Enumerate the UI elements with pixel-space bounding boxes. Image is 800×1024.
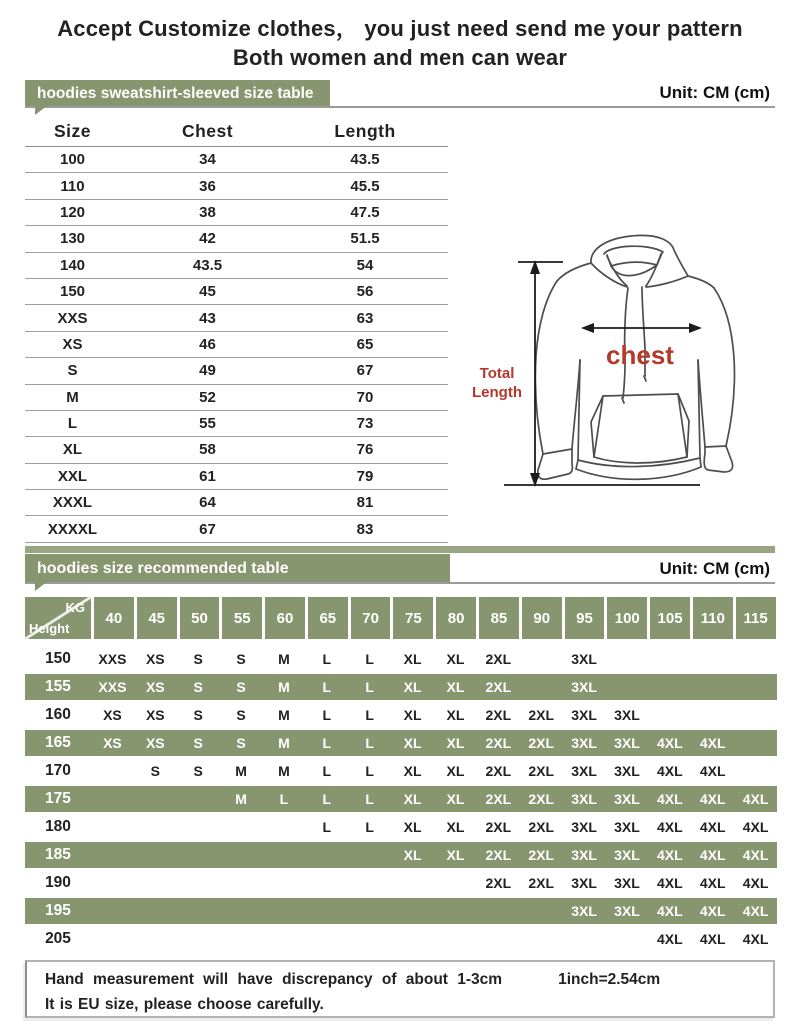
height-label-cell: 190 bbox=[45, 874, 71, 891]
recommend-size-cell: L bbox=[322, 679, 332, 695]
size-table-cell: 45 bbox=[199, 283, 216, 301]
footer-line2: It is EU size, please choose carefully. bbox=[45, 996, 324, 1013]
recommend-size-cell: 3XL bbox=[571, 903, 597, 919]
banner-tail-icon bbox=[35, 105, 48, 115]
footer-line1: Hand measurement will have discrepancy of about 1-3cm bbox=[45, 971, 503, 988]
height-label-cell: 205 bbox=[45, 930, 71, 947]
weight-header-cell: 40 bbox=[94, 597, 134, 639]
height-label-cell: 165 bbox=[45, 734, 71, 751]
recommend-banner: hoodies size recommended table bbox=[25, 554, 450, 582]
recommend-size-cell: XL bbox=[446, 679, 465, 695]
corner-height-label: Height bbox=[29, 621, 70, 636]
weight-header-cell: 45 bbox=[137, 597, 177, 639]
recommend-size-cell: 2XL bbox=[485, 735, 512, 751]
recommend-size-cell: 4XL bbox=[742, 903, 769, 919]
recommend-size-cell: 4XL bbox=[656, 847, 683, 863]
recommend-size-cell: 4XL bbox=[699, 819, 726, 835]
size-table-cell: 46 bbox=[199, 335, 216, 353]
recommend-size-cell: M bbox=[278, 735, 290, 751]
weight-header-cell: 110 bbox=[693, 597, 733, 639]
recommend-size-cell: 2XL bbox=[528, 791, 555, 807]
weight-header-cell: 60 bbox=[265, 597, 305, 639]
recommend-size-cell: 4XL bbox=[742, 819, 769, 835]
size-table-row bbox=[25, 305, 448, 331]
size-table-cell: XXS bbox=[57, 309, 88, 327]
recommend-size-cell: 3XL bbox=[614, 735, 640, 751]
size-table-row bbox=[25, 173, 448, 199]
recommend-size-cell: L bbox=[365, 679, 374, 695]
size-table-cell: 43.5 bbox=[350, 151, 380, 169]
recommend-size-cell: S bbox=[236, 707, 246, 723]
recommend-size-cell: L bbox=[322, 763, 332, 779]
size-table-cell: M bbox=[66, 388, 79, 406]
recommend-size-cell: XL bbox=[446, 707, 465, 723]
recommend-size-cell: L bbox=[279, 791, 289, 807]
corner-kg-label: KG bbox=[65, 600, 85, 615]
recommend-size-cell: S bbox=[236, 679, 246, 695]
size-table-cell: XS bbox=[62, 335, 83, 353]
size-table-banner: hoodies sweatshirt-sleeved size table bbox=[25, 80, 330, 106]
recommend-size-cell: 4XL bbox=[656, 903, 683, 919]
recommend-size-cell: XL bbox=[446, 791, 465, 807]
recommend-size-cell: 3XL bbox=[614, 903, 640, 919]
size-table-cell: XXXXL bbox=[47, 520, 98, 538]
size-table-cell: 64 bbox=[199, 494, 216, 512]
size-table-cell: 55 bbox=[199, 415, 216, 433]
recommend-size-cell: XL bbox=[446, 819, 465, 835]
size-table-body bbox=[25, 147, 448, 543]
size-table-cell: 56 bbox=[356, 283, 374, 301]
size-table-cell: 63 bbox=[356, 309, 374, 327]
size-table-cell: 76 bbox=[356, 441, 374, 459]
recommend-size-cell: XL bbox=[446, 763, 465, 779]
recommend-size-cell: 4XL bbox=[656, 819, 683, 835]
recommend-size-cell: XL bbox=[403, 819, 422, 835]
corner-cell bbox=[25, 597, 91, 639]
size-table-cell: 100 bbox=[59, 151, 86, 169]
recommend-size-cell: S bbox=[236, 735, 246, 751]
weight-header-cell: 95 bbox=[565, 597, 605, 639]
recommend-size-cell: S bbox=[193, 679, 203, 695]
size-table-cell: XXXL bbox=[52, 494, 93, 512]
recommend-size-cell: 3XL bbox=[571, 819, 597, 835]
recommend-table-row bbox=[25, 842, 777, 868]
recommend-size-cell: 3XL bbox=[614, 875, 640, 891]
size-table-unit: Unit: CM (cm) bbox=[659, 83, 770, 102]
recommend-size-cell: XS bbox=[145, 679, 165, 695]
footer-note bbox=[25, 960, 775, 1018]
recommend-size-cell: XXS bbox=[98, 679, 127, 695]
size-table bbox=[25, 116, 448, 543]
recommend-size-cell: 2XL bbox=[528, 763, 555, 779]
height-label-cell: 175 bbox=[45, 790, 71, 807]
recommend-size-cell: 2XL bbox=[528, 735, 555, 751]
weight-header-cell: 65 bbox=[308, 597, 348, 639]
size-table-cell: 52 bbox=[199, 388, 216, 406]
recommend-size-cell: 3XL bbox=[571, 707, 597, 723]
size-table-cell: 130 bbox=[59, 230, 86, 248]
size-table-cell: 120 bbox=[59, 203, 86, 221]
height-label-cell: 170 bbox=[45, 762, 71, 779]
size-table-row bbox=[25, 385, 448, 411]
size-table-cell: 83 bbox=[356, 520, 374, 538]
recommend-size-cell: 4XL bbox=[656, 875, 683, 891]
weight-header-cell: 70 bbox=[351, 597, 391, 639]
size-table-row bbox=[25, 411, 448, 437]
footer-inch-note: 1inch=2.54cm bbox=[558, 971, 661, 988]
recommend-size-cell: 4XL bbox=[742, 791, 769, 807]
recommend-table-row bbox=[25, 674, 777, 700]
size-table-row bbox=[25, 358, 448, 384]
size-table-row bbox=[25, 253, 448, 279]
recommend-size-cell: 4XL bbox=[742, 875, 769, 891]
size-table-cell: 38 bbox=[199, 203, 216, 221]
recommend-size-cell: 2XL bbox=[485, 875, 512, 891]
recommend-size-cell: M bbox=[278, 651, 290, 667]
recommend-size-cell: XS bbox=[145, 735, 165, 751]
recommend-size-cell: 2XL bbox=[485, 707, 512, 723]
recommend-size-cell: XS bbox=[103, 707, 122, 723]
weight-header-cell: 90 bbox=[522, 597, 562, 639]
recommend-size-cell: M bbox=[235, 763, 247, 779]
size-table-cell: 110 bbox=[60, 177, 85, 195]
chest-arrow bbox=[581, 323, 702, 333]
recommend-size-cell: 2XL bbox=[485, 847, 512, 863]
recommend-size-cell: 3XL bbox=[571, 791, 597, 807]
recommend-size-cell: 2XL bbox=[528, 707, 555, 723]
height-label-cell: 180 bbox=[45, 818, 71, 835]
recommend-size-cell: XL bbox=[446, 735, 465, 751]
recommend-size-cell: L bbox=[365, 763, 374, 779]
recommend-size-cell: 4XL bbox=[699, 763, 726, 779]
recommend-size-cell: 4XL bbox=[699, 875, 726, 891]
recommend-size-cell: S bbox=[193, 707, 203, 723]
size-table-cell: 150 bbox=[59, 283, 86, 301]
hoodie-line-art bbox=[460, 208, 800, 520]
recommend-size-cell: XXS bbox=[98, 651, 127, 667]
recommend-size-cell: L bbox=[322, 819, 332, 835]
recommend-size-cell: 4XL bbox=[656, 791, 683, 807]
weight-header-cell: 80 bbox=[436, 597, 476, 639]
recommend-size-cell: 4XL bbox=[699, 791, 726, 807]
recommend-size-cell: L bbox=[365, 791, 374, 807]
hoodie-diagram bbox=[460, 208, 800, 520]
col-size: Size bbox=[53, 120, 92, 141]
recommend-size-cell: M bbox=[278, 679, 290, 695]
recommend-table-row bbox=[25, 730, 777, 756]
size-table-row bbox=[25, 200, 448, 226]
recommend-table-body bbox=[25, 645, 777, 953]
size-table-cell: 58 bbox=[199, 441, 216, 459]
size-table-cell: 34 bbox=[199, 151, 216, 169]
recommend-size-cell: L bbox=[322, 651, 332, 667]
height-label-cell: 150 bbox=[45, 650, 71, 667]
recommend-table-row bbox=[25, 645, 777, 673]
weight-header-cell: 115 bbox=[736, 597, 776, 639]
col-chest: Chest bbox=[181, 120, 234, 141]
recommend-size-cell: 3XL bbox=[614, 791, 640, 807]
recommend-table-row bbox=[25, 898, 777, 924]
recommend-size-cell: 4XL bbox=[656, 763, 683, 779]
recommend-size-cell: 2XL bbox=[528, 847, 555, 863]
size-table-cell: 43.5 bbox=[192, 256, 223, 274]
recommend-table-row bbox=[25, 869, 777, 897]
size-table-row bbox=[25, 332, 448, 358]
recommend-size-cell: 3XL bbox=[571, 651, 597, 667]
recommend-size-cell: S bbox=[193, 651, 203, 667]
recommend-size-cell: L bbox=[365, 707, 374, 723]
recommend-size-cell: 3XL bbox=[571, 763, 597, 779]
recommend-size-cell: 2XL bbox=[485, 819, 512, 835]
size-table-cell: 65 bbox=[356, 335, 374, 353]
recommend-size-cell: 2XL bbox=[485, 679, 512, 695]
recommend-size-cell: 3XL bbox=[614, 707, 640, 723]
recommend-size-cell: XL bbox=[403, 651, 422, 667]
size-table-row bbox=[25, 279, 448, 305]
size-table-cell: 67 bbox=[356, 362, 374, 380]
recommend-table bbox=[25, 597, 777, 953]
size-table-header bbox=[25, 116, 448, 147]
weight-header-cell: 100 bbox=[607, 597, 647, 639]
recommend-size-cell: 4XL bbox=[656, 931, 683, 947]
recommend-size-cell: 3XL bbox=[571, 847, 597, 863]
height-label-cell: 155 bbox=[45, 678, 71, 695]
size-table-row bbox=[25, 437, 448, 463]
recommend-size-cell: XL bbox=[403, 763, 422, 779]
recommend-size-cell: 4XL bbox=[699, 847, 726, 863]
recommend-size-cell: XS bbox=[145, 651, 165, 667]
recommend-size-cell: 4XL bbox=[699, 735, 726, 751]
recommend-unit: Unit: CM (cm) bbox=[659, 559, 770, 578]
size-table-cell: XL bbox=[62, 441, 83, 459]
size-table-cell: 70 bbox=[356, 388, 374, 406]
size-table-cell: 140 bbox=[59, 256, 86, 274]
recommend-size-cell: 3XL bbox=[571, 875, 597, 891]
weight-header-cell: 105 bbox=[650, 597, 690, 639]
recommend-size-cell: L bbox=[365, 651, 374, 667]
banner-tail-icon bbox=[35, 581, 48, 591]
size-table-cell: 67 bbox=[199, 520, 216, 538]
chest-label: chest bbox=[606, 340, 674, 370]
recommend-size-cell: XS bbox=[145, 707, 165, 723]
size-table-cell: 73 bbox=[356, 415, 374, 433]
page-heading bbox=[0, 14, 800, 72]
height-label-cell: 185 bbox=[45, 846, 71, 863]
recommend-size-cell: 2XL bbox=[485, 763, 512, 779]
recommend-size-cell: L bbox=[322, 707, 332, 723]
size-table-cell: 81 bbox=[356, 494, 374, 512]
recommend-table-header bbox=[25, 597, 777, 639]
recommend-size-cell: M bbox=[278, 763, 290, 779]
recommend-size-cell: 4XL bbox=[656, 735, 683, 751]
recommend-size-cell: 3XL bbox=[614, 763, 640, 779]
recommend-size-cell: 3XL bbox=[571, 679, 597, 695]
size-table-row bbox=[25, 464, 448, 490]
recommend-size-cell: M bbox=[278, 707, 290, 723]
recommend-banner-row bbox=[25, 554, 775, 584]
recommend-size-cell: S bbox=[150, 763, 160, 779]
heading-line2: Both women and men can wear bbox=[232, 45, 568, 70]
size-table-cell: 61 bbox=[199, 467, 216, 485]
recommend-size-cell: 4XL bbox=[742, 847, 769, 863]
recommend-size-cell: S bbox=[236, 651, 246, 667]
size-table-cell: 43 bbox=[199, 309, 216, 327]
recommend-size-cell: XL bbox=[403, 847, 422, 863]
size-table-row bbox=[25, 516, 448, 542]
recommend-table-row bbox=[25, 701, 777, 729]
recommend-size-cell: L bbox=[322, 735, 332, 751]
recommend-size-cell: 4XL bbox=[699, 903, 726, 919]
divider-strip bbox=[25, 546, 775, 553]
size-table-cell: 47.5 bbox=[350, 203, 380, 221]
recommend-size-cell: L bbox=[365, 735, 374, 751]
size-table-row bbox=[25, 147, 448, 173]
recommend-size-cell: 2XL bbox=[485, 651, 512, 667]
recommend-size-cell: S bbox=[193, 735, 203, 751]
size-table-cell: 51.5 bbox=[350, 230, 380, 248]
total-length-arrow bbox=[504, 260, 700, 487]
recommend-size-cell: XL bbox=[403, 707, 422, 723]
recommend-size-cell: 2XL bbox=[528, 819, 555, 835]
recommend-size-cell: 2XL bbox=[485, 791, 512, 807]
recommend-size-cell: M bbox=[235, 791, 247, 807]
weight-header-cell: 75 bbox=[393, 597, 433, 639]
recommend-size-cell: XL bbox=[446, 651, 465, 667]
size-table-row bbox=[25, 490, 448, 516]
weight-header-cell: 85 bbox=[479, 597, 519, 639]
recommend-size-cell: XL bbox=[446, 847, 465, 863]
size-table-cell: S bbox=[67, 362, 78, 380]
size-table-banner-row bbox=[25, 80, 775, 108]
height-label-cell: 160 bbox=[45, 706, 71, 723]
recommend-size-cell: S bbox=[193, 763, 203, 779]
recommend-table-row bbox=[25, 813, 777, 841]
weight-header-cell: 50 bbox=[180, 597, 220, 639]
size-table-cell: 45.5 bbox=[350, 177, 380, 195]
recommend-size-cell: 4XL bbox=[699, 931, 726, 947]
recommend-table-row bbox=[25, 786, 777, 812]
size-table-cell: 42 bbox=[199, 230, 216, 248]
recommend-size-cell: L bbox=[365, 819, 374, 835]
height-label-cell: 195 bbox=[45, 902, 71, 919]
recommend-size-cell: L bbox=[322, 791, 332, 807]
col-length: Length bbox=[334, 120, 396, 141]
size-table-cell: 79 bbox=[356, 467, 374, 485]
size-table-row bbox=[25, 226, 448, 252]
recommend-size-cell: XL bbox=[403, 791, 422, 807]
size-table-cell: 36 bbox=[199, 177, 216, 195]
recommend-table-row bbox=[25, 757, 777, 785]
recommend-size-cell: XL bbox=[403, 679, 422, 695]
recommend-size-cell: 3XL bbox=[571, 735, 597, 751]
size-table-cell: 49 bbox=[199, 362, 216, 380]
recommend-size-cell: 2XL bbox=[528, 875, 555, 891]
recommend-table-row bbox=[25, 925, 777, 953]
heading-line1: Accept Customize clothes， you just need send me your pattern bbox=[57, 16, 743, 41]
recommend-size-cell: 3XL bbox=[614, 819, 640, 835]
total-length-label-line2: Length bbox=[472, 384, 522, 401]
recommend-size-cell: XS bbox=[103, 735, 122, 751]
size-table-cell: L bbox=[67, 415, 78, 433]
recommend-size-cell: 4XL bbox=[742, 931, 769, 947]
recommend-size-cell: 3XL bbox=[614, 847, 640, 863]
recommend-size-cell: XL bbox=[403, 735, 422, 751]
weight-header-cell: 55 bbox=[222, 597, 262, 639]
size-table-cell: XXL bbox=[57, 467, 88, 485]
total-length-label-line1: Total bbox=[479, 365, 515, 382]
size-table-cell: 54 bbox=[356, 256, 374, 274]
